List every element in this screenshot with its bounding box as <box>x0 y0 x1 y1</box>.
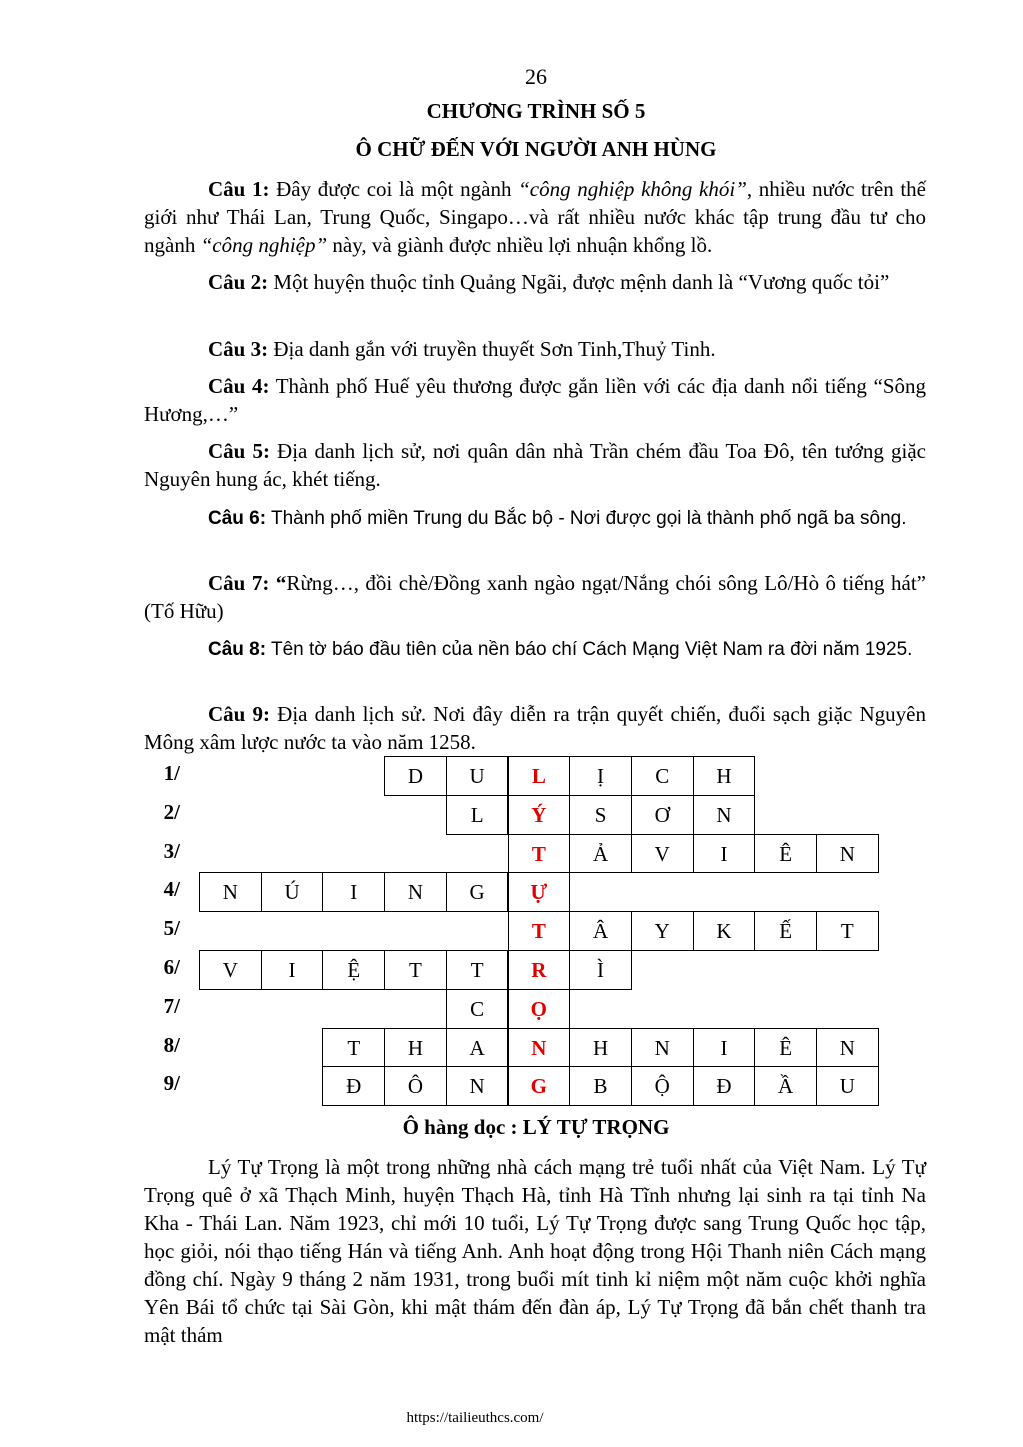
crossword-cell: Â <box>569 911 632 951</box>
crossword-row-label: 7/ <box>163 993 180 1018</box>
crossword-cell: Ệ <box>322 950 385 990</box>
crossword-key-cell: L <box>508 756 571 796</box>
crossword-cell: N <box>446 1066 509 1106</box>
question-2: Câu 2: Một huyện thuộc tỉnh Quảng Ngãi, được mệnh danh là “Vương quốc tỏi” <box>208 270 890 294</box>
crossword-cell: N <box>199 872 262 912</box>
question-9: Câu 9: Địa danh lịch sử. Nơi đây diễn ra trận quyết chiến, đuổi sạch giặc Nguyên Mông xâm lược nước ta vào năm 1258. <box>144 702 926 754</box>
crossword-key-cell: G <box>508 1066 571 1106</box>
question-label: Câu 7: <box>208 571 270 595</box>
crossword-cell: Ả <box>569 834 632 874</box>
crossword-cell: H <box>384 1028 447 1068</box>
question-5: Câu 5: Địa danh lịch sử, nơi quân dân nhà Trần chém đầu Toa Đô, tên tướng giặc Nguyên hung ác, khét tiếng. <box>144 439 926 491</box>
crossword-cell: N <box>816 1028 879 1068</box>
crossword-cell: I <box>322 872 385 912</box>
puzzle-title: Ô CHỮ ĐẾN VỚI NGƯỜI ANH HÙNG <box>355 137 717 161</box>
crossword-cell: Ê <box>754 834 817 874</box>
crossword-cell: H <box>693 756 756 796</box>
vertical-answer: Ô hàng dọc : LÝ TỰ TRỌNG <box>402 1115 670 1139</box>
crossword-cell: L <box>446 795 509 835</box>
crossword-cell: I <box>261 950 324 990</box>
crossword-key-cell: T <box>508 834 571 874</box>
crossword-cell: Ộ <box>631 1066 694 1106</box>
question-7: Câu 7: “Rừng…, đồi chè/Đồng xanh ngào ngạt/Nắng chói sông Lô/Hò ô tiếng hát” (Tố Hữu) <box>144 571 926 623</box>
crossword-cell: U <box>446 756 509 796</box>
page-number: 26 <box>525 64 547 89</box>
crossword-cell: Ú <box>261 872 324 912</box>
crossword-cell: Ô <box>384 1066 447 1106</box>
question-6: Câu 6: Thành phố miền Trung du Bắc bộ - Nơi được gọi là thành phố ngã ba sông. <box>208 508 907 529</box>
question-label: Câu 1: <box>208 177 270 201</box>
crossword-cell: T <box>322 1028 385 1068</box>
crossword-key-cell: Ý <box>508 795 571 835</box>
crossword-cell: I <box>693 834 756 874</box>
crossword-cell: N <box>384 872 447 912</box>
crossword-cell: N <box>693 795 756 835</box>
crossword-cell: D <box>384 756 447 796</box>
footer-url: https://tailieuthcs.com/ <box>406 1410 544 1426</box>
crossword-row-label: 5/ <box>163 916 180 941</box>
crossword-row-label: 9/ <box>163 1071 180 1096</box>
question-label: Câu 9: <box>208 702 271 726</box>
crossword-cell: Đ <box>322 1066 385 1106</box>
crossword-cell: Ế <box>754 911 817 951</box>
crossword-cell: C <box>631 756 694 796</box>
question-label: Câu 2: <box>208 270 269 294</box>
crossword-cell: Ầ <box>754 1066 817 1106</box>
crossword-cell: Ơ <box>631 795 694 835</box>
crossword-row-label: 4/ <box>163 877 180 902</box>
question-3: Câu 3: Địa danh gắn với truyền thuyết Sơn Tinh,Thuỷ Tinh. <box>208 337 716 361</box>
question-label: Câu 3: <box>208 337 269 361</box>
question-label: Câu 4: <box>208 374 270 398</box>
crossword-key-cell: Ọ <box>508 989 571 1029</box>
crossword-cell: N <box>631 1028 694 1068</box>
crossword-cell: T <box>384 950 447 990</box>
crossword-cell: Y <box>631 911 694 951</box>
crossword-cell: N <box>816 834 879 874</box>
crossword-cell: A <box>446 1028 509 1068</box>
biography-paragraph: Lý Tự Trọng là một trong những nhà cách mạng trẻ tuổi nhất của Việt Nam. Lý Tự Trọng quê ở xã Thạch Minh, huyện Thạch Hà, tỉnh Hà Tĩnh nhưng lại sinh ra tại tỉnh Na Kha - Thái Lan. Năm 1923, chỉ mới 10 tuổi, Lý Tự Trọng được sang Trung Quốc học tập, học giỏi, nói thạo tiếng Hán và tiếng Anh. Anh hoạt động trong Hội Thanh niên Cách mạng đồng chí. Ngày 9 tháng 2 năm 1931, trong buổi mít tinh kỉ niệm một năm cuộc khởi nghĩa Yên Bái tổ chức tại Sài Gòn, khi mật thám đến đàn áp, Lý Tự Trọng đã bắn chết thanh tra mật thám <box>144 1155 926 1347</box>
question-8: Câu 8: Tên tờ báo đầu tiên của nền báo chí Cách Mạng Việt Nam ra đời năm 1925. <box>208 639 913 660</box>
question-label: Câu 6: <box>208 508 267 529</box>
question-label: Câu 8: <box>208 639 267 660</box>
crossword-cell: H <box>569 1028 632 1068</box>
crossword-cell: B <box>569 1066 632 1106</box>
crossword-cell: V <box>199 950 262 990</box>
crossword-cell: Ê <box>754 1028 817 1068</box>
crossword-row-label: 8/ <box>163 1032 180 1057</box>
crossword-cell: S <box>569 795 632 835</box>
crossword-row-label: 6/ <box>163 955 180 979</box>
crossword-row-label: 1/ <box>163 761 180 785</box>
crossword-cell: G <box>446 872 509 912</box>
crossword-key-cell: N <box>508 1028 571 1068</box>
question-1: Câu 1: Đây được coi là một ngành “công nghiệp không khói”, nhiều nước trên thế giới như Thái Lan, Trung Quốc, Singapo…và rất nhiều nước khác tập trung đầu tư cho ngành “công nghiệp” này, và giành được nhiều lợi nhuận khổng lồ. <box>144 177 926 257</box>
crossword-cell: Ì <box>569 950 632 990</box>
crossword-cell: T <box>816 911 879 951</box>
question-label: Câu 5: <box>208 439 270 463</box>
crossword-cell: C <box>446 989 509 1029</box>
crossword-cell: T <box>446 950 509 990</box>
chapter-title: CHƯƠNG TRÌNH SỐ 5 <box>426 99 646 123</box>
crossword-cell: K <box>693 911 756 951</box>
crossword-row-label: 3/ <box>163 838 180 863</box>
crossword-cell: Đ <box>693 1066 756 1106</box>
crossword-key-cell: T <box>508 911 571 951</box>
crossword-cell: U <box>816 1066 879 1106</box>
crossword-row-label: 2/ <box>163 799 180 824</box>
crossword-cell: Ị <box>569 756 632 796</box>
crossword-cell: V <box>631 834 694 874</box>
question-4: Câu 4: Thành phố Huế yêu thương được gắn liền với các địa danh nổi tiếng “Sông Hương,…” <box>144 374 927 426</box>
crossword-key-cell: R <box>508 950 571 990</box>
crossword-cell: I <box>693 1028 756 1068</box>
crossword-key-cell: Ự <box>508 872 571 912</box>
